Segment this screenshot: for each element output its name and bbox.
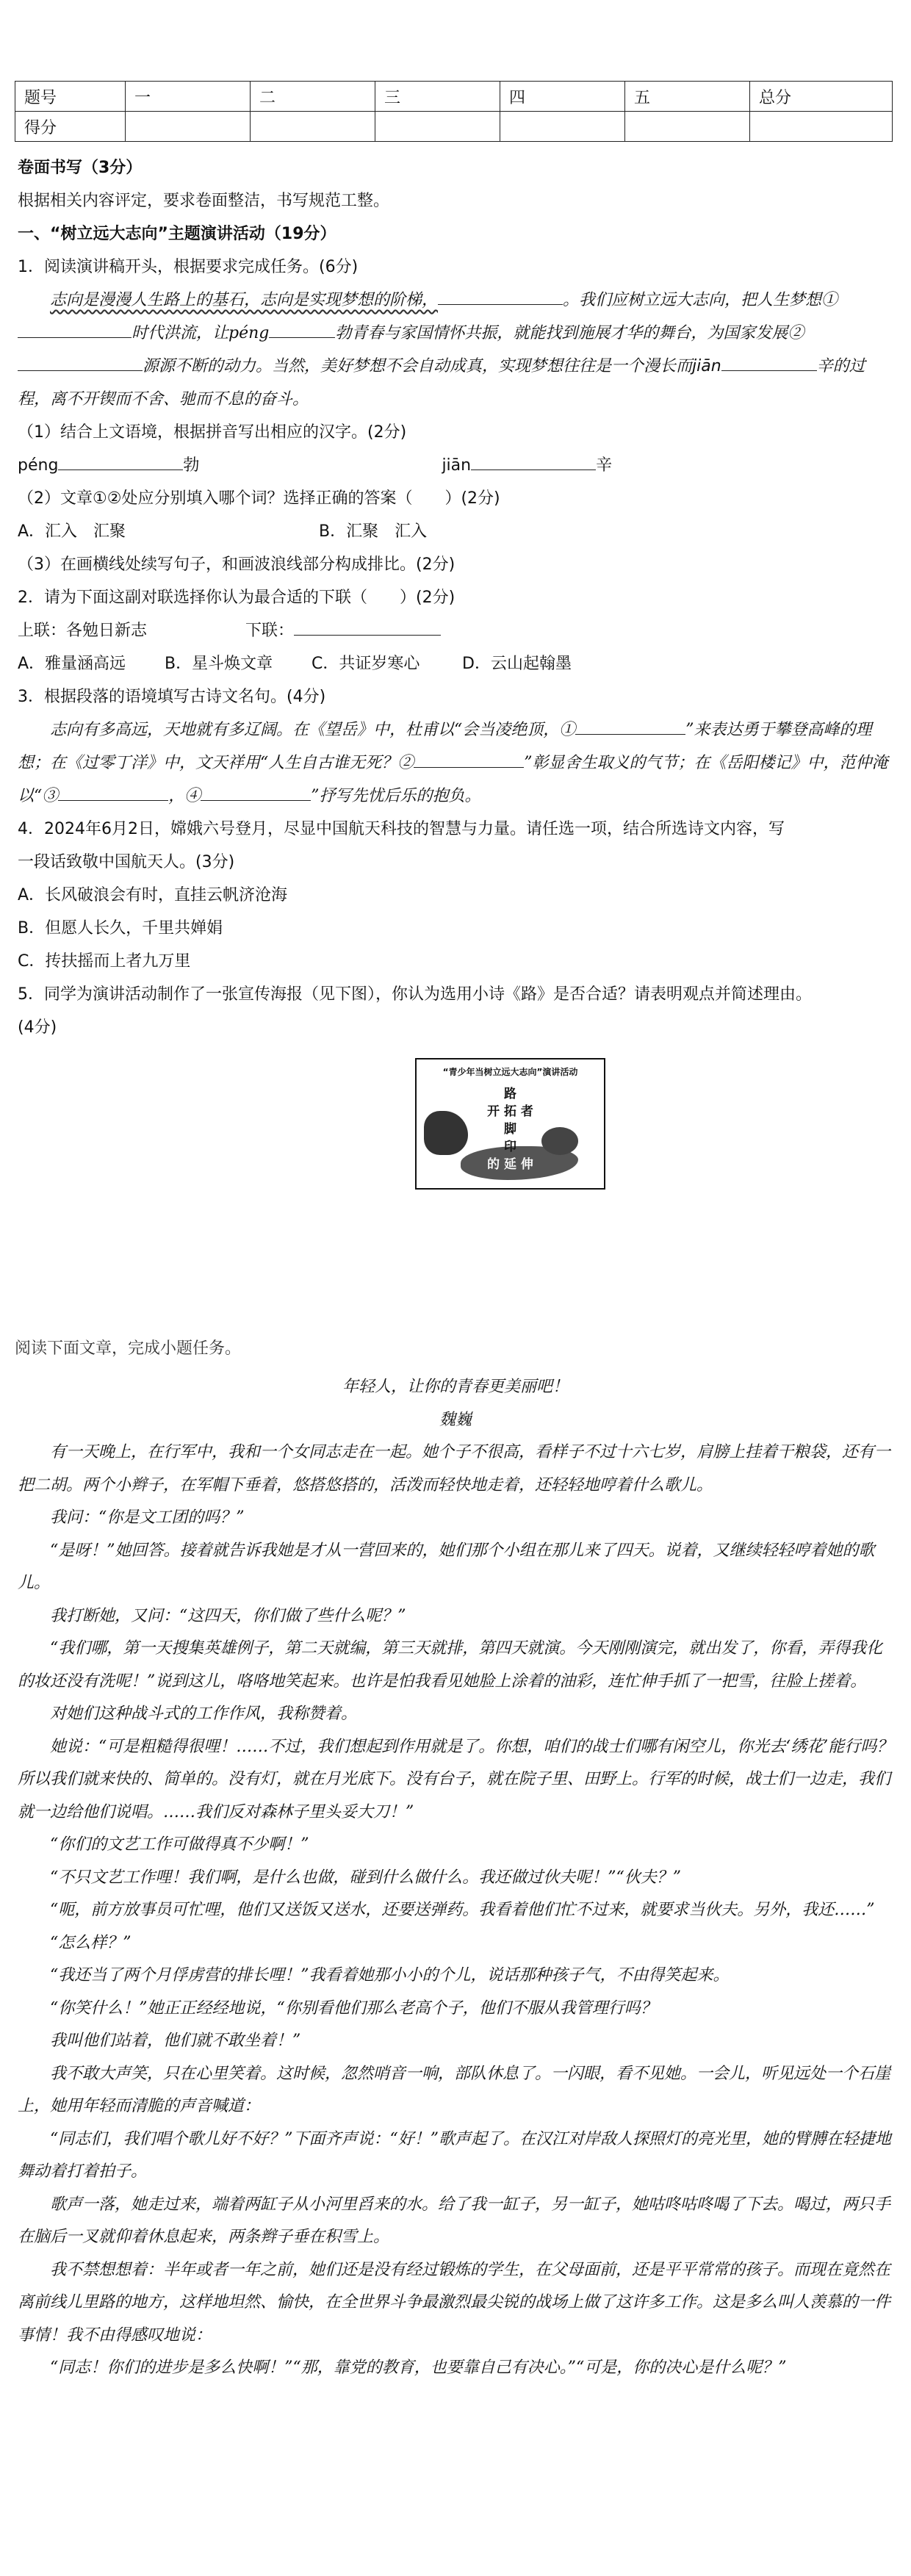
answer-tail: 勃 — [183, 456, 200, 475]
q5-stem-line2: (4分) — [18, 1018, 57, 1037]
section1-title: 一、“树立远大志向”主题演讲活动（19分） — [18, 225, 336, 243]
blank-1[interactable] — [575, 713, 685, 735]
poster-line: 开 拓 者 — [487, 1104, 533, 1119]
cut-text-content: 阅读下面文章，完成小题任务。 — [15, 1339, 242, 1358]
blank-1[interactable] — [18, 317, 132, 338]
q4-option-a[interactable]: A．长风破浪会有时，直挂云帆济沧海 — [18, 886, 288, 904]
article-paragraph: “你笑什么！”她正正经经地说，“你别看他们那么老高个子，他们不服从我管理行吗？ — [50, 1998, 657, 2018]
article-paragraph: 我问：“你是文工团的吗？” — [50, 1508, 245, 1527]
score-cell[interactable] — [251, 112, 375, 142]
blank-jian[interactable] — [721, 350, 817, 371]
article-paragraph: “我们哪，第一天搜集英雄例子，第二天就编，第三天就排，第四天就演。今天刚刚演完，就出发了，你看，弄得我化的妆还没有洗呢！”说到这儿，咯咯地笑起来。也许是怕我看见她脸上涂着的油彩，连忙伸手抓了一把雪，往脸上搓着。 — [18, 1639, 883, 1691]
option-b[interactable]: B．汇聚 汇入 — [319, 522, 428, 541]
article-paragraph: “呃，前方放事员可忙哩，他们又送饭又送水，还要送弹药。我看着他们忙不过来，就要求当伙夫。另外，我还……” — [50, 1901, 875, 1919]
passage-text: 源源不断的动力。当然，美好梦想不会自动成真，实现梦想往往是一个漫长而 — [143, 357, 693, 375]
q3-stem: 3．根据段落的语境填写古诗文名句。(4分) — [18, 688, 326, 706]
option-a[interactable]: A．雅量涵高远 — [18, 655, 126, 673]
score-cell[interactable] — [500, 112, 625, 142]
poster-title: “青少年当树立远大志向”演讲活动 — [442, 1067, 578, 1077]
couplet-upper: 上联：各勉日新志 — [18, 622, 148, 640]
couplet-lower-label: 下联： — [245, 622, 295, 640]
passage-text: 。我们应树立远大志向，把人生梦想① — [563, 291, 838, 309]
option-b[interactable]: B．星斗焕文章 — [165, 655, 273, 673]
pinyin-text: péng — [228, 324, 270, 342]
poster-line: 路 — [504, 1087, 516, 1101]
article-paragraph: 有一天晚上，在行军中，我和一个女同志走在一起。她个子不很高，看样子不过十六七岁，肩膀上挂着干粮袋，还有一把二胡。两个小辫子，在军帽下垂着，悠搭悠搭的，活泼而轻快地走着，还轻轻地哼着什么歌儿。 — [18, 1443, 891, 1494]
passage-text: 勃青春与家国情怀共振，就能找到施展才华的舞台，为国家发展② — [335, 324, 804, 342]
blank-2[interactable] — [414, 746, 524, 768]
handwriting-text: 根据相关内容评定，要求卷面整洁，书写规范工整。 — [18, 192, 390, 210]
couplet-lower-blank[interactable] — [294, 614, 441, 636]
score-cell[interactable] — [126, 112, 251, 142]
blank-peng[interactable] — [269, 317, 335, 338]
passage-text: ，④ — [168, 787, 201, 805]
article-paragraph: “不只文艺工作哩！我们啊，是什么也做，碰到什么做什么。我还做过伙夫呢！”“伙夫？” — [50, 1868, 681, 1887]
score-table-header-row — [15, 82, 893, 112]
q1-passage — [18, 284, 893, 416]
q4-stem-line2: 一段话致敬中国航天人。(3分) — [18, 853, 235, 871]
article-paragraph: “同志！你们的进步是多么快啊！”“那，靠党的教育，也要靠自己有决心。”“可是，你的决心是什么呢？” — [50, 2359, 787, 2377]
q4-option-b[interactable]: B．但愿人长久，千里共婵娟 — [18, 919, 223, 938]
passage-text: 辛的过程，离不开锲而不舍、驰而不息的奋斗。 — [18, 357, 865, 409]
q1-sub1-answers — [18, 449, 893, 482]
poster-line: 脚 — [504, 1122, 516, 1137]
table-cell: 二 — [251, 82, 375, 112]
q5-stem-line1: 5．同学为演讲活动制作了一张宣传海报（见下图），你认为选用小诗《路》是否合适？请表明观点并简述理由。 — [18, 985, 813, 1004]
poster-line: 的 延 伸 — [487, 1157, 533, 1172]
passage-text: ”来表达勇于攀登高峰的理想；在《过零丁洋》中，文天祥用“人生自古谁无死？② — [18, 721, 872, 772]
article-author: 魏巍 — [439, 1410, 472, 1429]
option-a[interactable]: A．汇入 汇聚 — [18, 522, 126, 541]
article-paragraph: “我还当了两个月俘虏营的排长哩！”我看着她那小小的个儿，说话那种孩子气，不由得笑起来。 — [50, 1966, 730, 1985]
blank-4[interactable] — [201, 780, 311, 801]
score-table-score-row — [15, 112, 893, 142]
table-cell: 得分 — [15, 112, 126, 142]
q4-stem-line1: 4．2024年6月2日，嫦娥六号登月，尽显中国航天科技的智慧与力量。请任选一项，结合所选诗文内容，写 — [18, 820, 785, 838]
score-cell[interactable] — [375, 112, 500, 142]
article-paragraph: “你们的文艺工作可做得真不少啊！” — [50, 1835, 309, 1854]
handwriting-title: 卷面书写（3分） — [18, 159, 143, 177]
q5-stem — [18, 978, 893, 1044]
article-paragraph: “怎么样？” — [50, 1933, 132, 1952]
article-paragraph: “同志们，我们唱个歌儿好不好？”下面齐声说：“好！”歌声起了。在汉江对岸敌人探照灯的亮光里，她的臂膊在轻捷地舞动着打着拍子。 — [18, 2129, 891, 2181]
article-paragraph: 我不禁想想着：半年或者一年之前，她们还是没有经过锻炼的学生，在父母面前，还是平平常常的孩子。而现在竟然在离前线儿里路的地方，这样地坦然、愉快，在全世界斗争最激烈最尖锐的战场上做了这许多工作。这是多么叫人羡慕的一件事情！我不由得感叹地说： — [18, 2260, 891, 2345]
answer-tail: 辛 — [596, 456, 613, 475]
pinyin-text: jiān — [692, 357, 721, 375]
article-paragraph: 我不敢大声笑，只在心里笑着。这时候，忽然哨音一响，部队休息了。一闪眼，看不见她。一会儿，听见远处一个石崖上，她用年轻而清脆的声音喊道： — [18, 2064, 891, 2115]
q1-stem: 1．阅读演讲稿开头，根据要求完成任务。(6分) — [18, 258, 359, 276]
q1-sub2: （2）文章①②处应分别填入哪个词？选择正确的答案（ ）(2分) — [18, 489, 500, 508]
poster-line: 印 — [504, 1140, 516, 1154]
q4-stem — [18, 813, 893, 879]
answer-blank[interactable] — [471, 449, 596, 470]
blank-2[interactable] — [18, 350, 143, 371]
q3-passage — [18, 713, 893, 813]
questions-block — [18, 151, 893, 1044]
answer-blank[interactable] — [58, 449, 183, 470]
table-cell: 一 — [126, 82, 251, 112]
wavy-text: 志向是漫漫人生路上的基石，志向是实现梦想的阶梯， — [50, 291, 439, 309]
poster-image — [415, 1058, 605, 1190]
q2-couplet — [18, 614, 893, 647]
option-d[interactable]: D．云山起翰墨 — [462, 655, 572, 673]
table-cell: 四 — [500, 82, 625, 112]
q4-option-c[interactable]: C．抟扶摇而上者九万里 — [18, 952, 191, 971]
passage-text: 志向有多高远，天地就有多辽阔。在《望岳》中，杜甫以“会当凌绝顶，① — [50, 721, 576, 739]
q1-sub3: （3）在画横线处续写句子，和画波浪线部分构成排比。(2分) — [18, 555, 455, 574]
score-cell[interactable] — [625, 112, 750, 142]
q2-stem: 2．请为下面这副对联选择你认为最合适的下联（ ）(2分) — [18, 589, 455, 607]
score-table — [15, 81, 893, 142]
article-paragraph: “是呀！”她回答。接着就告诉我她是才从一营回来的，她们那个小组在那儿来了四天。说着，又继续轻轻哼着她的歌儿。 — [18, 1541, 875, 1592]
pinyin-text: jiān — [442, 456, 472, 475]
article — [18, 1371, 893, 2385]
table-cell: 题号 — [15, 82, 126, 112]
q2-options — [18, 647, 893, 680]
article-paragraph: 歌声一落，她走过来，端着两缸子从小河里舀来的水。给了我一缸子，另一缸子，她咕咚咕咚喝了下去。喝过，两只手在脑后一叉就仰着休息起来，两条辫子垂在积雪上。 — [18, 2195, 891, 2246]
q1-sub2-options — [18, 515, 893, 548]
table-cell: 总分 — [750, 82, 893, 112]
score-cell[interactable] — [750, 112, 893, 142]
option-c[interactable]: C．共证岁寒心 — [312, 655, 420, 673]
passage-text: ”彰显舍生取义的气节；在《岳阳楼记》中，范仲淹以“③ — [18, 754, 888, 805]
blank-3[interactable] — [58, 780, 168, 801]
blank-sentence[interactable] — [438, 284, 563, 305]
passage-text: 时代洪流，让 — [132, 324, 229, 342]
article-paragraph: 我打断她，又问：“这四天，你们做了些什么呢？” — [50, 1606, 406, 1625]
cut-text — [15, 1339, 257, 1358]
table-cell: 五 — [625, 82, 750, 112]
table-cell: 三 — [375, 82, 500, 112]
q1-sub1: （1）结合上文语境，根据拼音写出相应的汉字。(2分) — [18, 423, 407, 442]
article-title: 年轻人，让你的青春更美丽吧！ — [342, 1378, 569, 1396]
article-paragraph: 我叫他们站着，他们就不敢坐着！” — [50, 2032, 301, 2050]
article-paragraph: 她说：“可是粗糙得很哩！……不过，我们想起到作用就是了。你想，咱们的战士们哪有闲空儿，你光去‘绣花’能行吗？所以我们就来快的、简单的。没有灯，就在月光底下。没有台子，就在院子里、田野上。行军的时候，战士们一边走，我们就一边给他们说唱。……我们反对森林子里头妥大刀！” — [18, 1737, 893, 1821]
passage-text: ”抒写先忧后乐的抱负。 — [311, 787, 481, 805]
pinyin-text: péng — [18, 456, 59, 475]
article-paragraph: 对她们这种战斗式的工作作风，我称赞着。 — [50, 1705, 358, 1723]
